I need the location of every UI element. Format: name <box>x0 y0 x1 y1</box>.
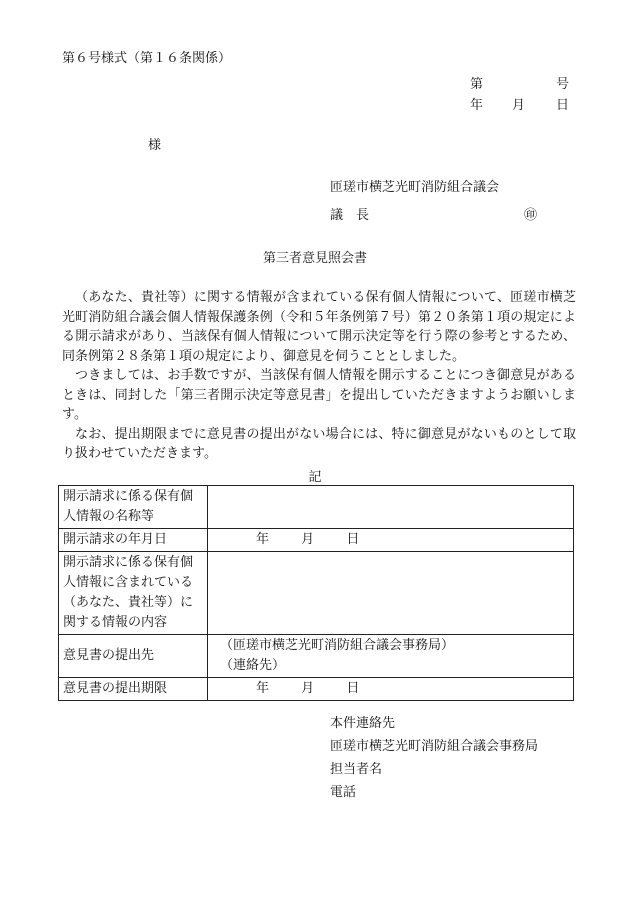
details-table <box>58 485 574 701</box>
value-cell <box>208 529 574 552</box>
form-number: 第６号様式（第１６条関係） <box>62 51 232 66</box>
contact-phone: 電話 <box>330 785 357 800</box>
contact-person: 担当者名 <box>330 762 383 777</box>
number-suffix: 号 <box>556 77 570 92</box>
date-day: 日 <box>346 532 360 547</box>
date-day: 日 <box>346 681 360 696</box>
table-row <box>59 635 574 678</box>
contact-heading: 本件連絡先 <box>330 716 396 731</box>
date-month: 月 <box>301 532 315 547</box>
value-cell <box>208 678 574 701</box>
value-cell <box>208 635 574 678</box>
ki-heading: 記 <box>308 470 322 485</box>
date-day: 日 <box>556 98 570 113</box>
submit-to-contact: （連絡先） <box>220 658 286 673</box>
date-year: 年 <box>470 98 484 113</box>
addressee-honorific: 様 <box>148 138 162 153</box>
table-row <box>59 486 574 529</box>
table-row <box>59 529 574 552</box>
date-month: 月 <box>301 681 315 696</box>
label-cell: 意見書の提出期限 <box>59 678 208 701</box>
contact-block <box>330 712 538 804</box>
paragraph-3: なお、提出期限までに意見書の提出がない場合には、特に御意見がないものとして取り扱わせていただきます。 <box>62 426 576 461</box>
date-year: 年 <box>256 532 270 547</box>
submit-to-office: （匝瑳市横芝光町消防組合議会事務局） <box>220 638 455 653</box>
sender-title: 議 長 <box>330 208 370 223</box>
contact-office: 匝瑳市横芝光町消防組合議会事務局 <box>330 739 539 754</box>
label-cell: 開示請求に係る保有個人情報の名称等 <box>59 486 208 529</box>
body-text <box>62 288 576 464</box>
label-cell: 開示請求に係る保有個人情報に含まれている（あなた、貴社等）に関する情報の内容 <box>59 552 208 635</box>
document-title: 第三者意見照会書 <box>262 251 367 266</box>
paragraph-2: つきましては、お手数ですが、当該保有個人情報を開示することにつき御意見があるときは、同封した「第三者開示決定等意見書」を提出していただきますようお願いします。 <box>62 368 576 422</box>
value-cell <box>208 486 574 529</box>
value-cell <box>208 552 574 635</box>
number-prefix: 第 <box>470 77 484 92</box>
seal-mark: ㊞ <box>524 208 538 223</box>
table-row <box>59 678 574 701</box>
paragraph-1: （あなた、貴社等）に関する情報が含まれている保有個人情報について、匝瑳市横芝光町消防組合議会個人情報保護条例（令和５年条例第７号）第２０条第１項の規定による開示請求があり、当該保有個人情報について開示決定等を行う際の参考とするため、同条例第２８条第１項の規定により、御意見を伺うこととしました。 <box>62 290 576 364</box>
label-cell: 開示請求の年月日 <box>59 529 208 552</box>
table-row <box>59 552 574 635</box>
sender-organization: 匝瑳市横芝光町消防組合議会 <box>330 180 500 195</box>
date-month: 月 <box>512 98 526 113</box>
date-year: 年 <box>256 681 270 696</box>
label-cell: 意見書の提出先 <box>59 635 208 678</box>
